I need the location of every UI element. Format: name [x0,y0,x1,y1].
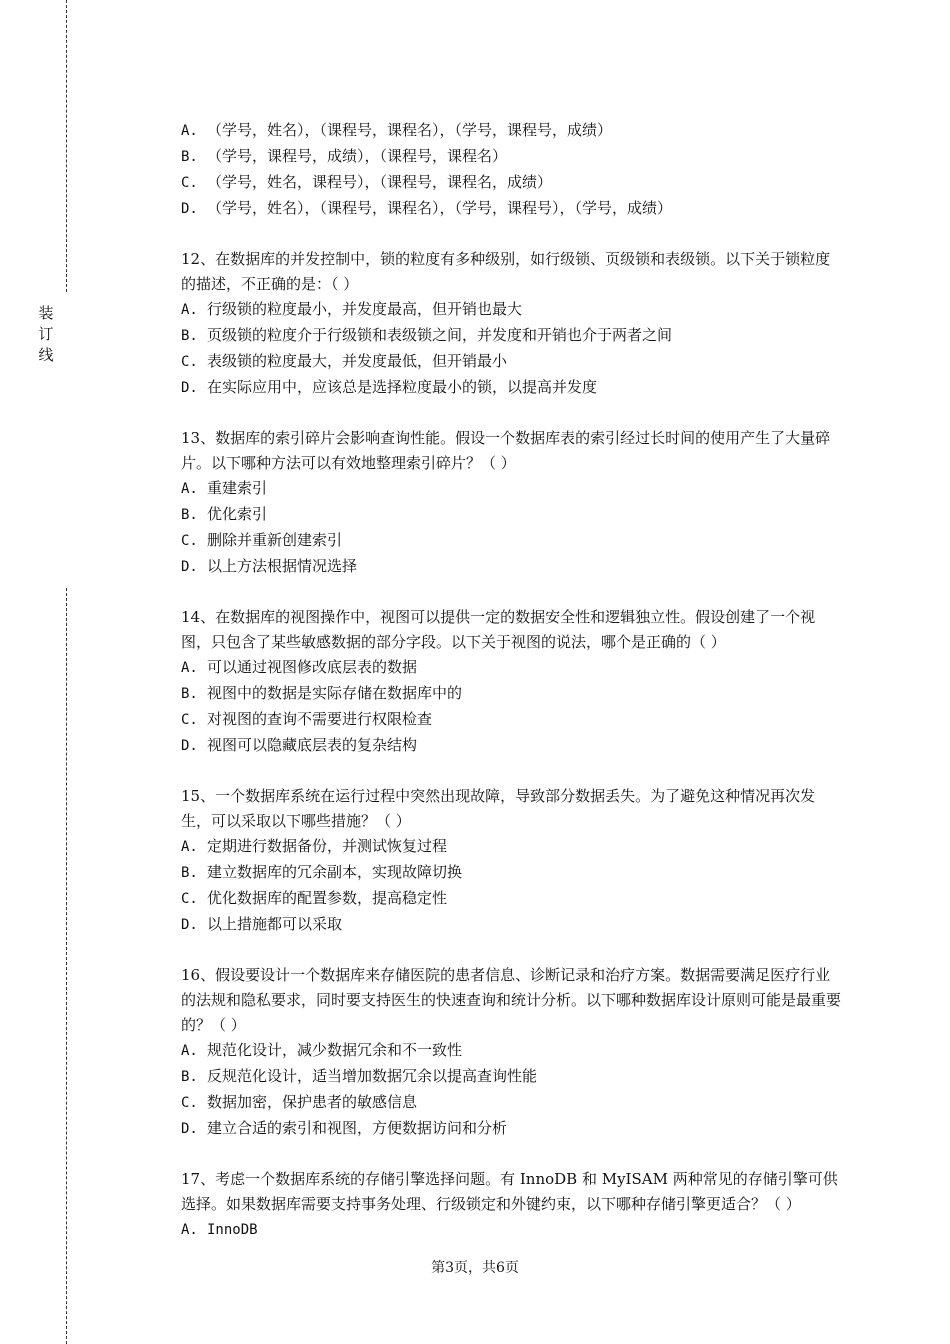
option-c: C. （学号，姓名，课程号），（课程号，课程名，成绩） [181,173,553,191]
binding-dashed-line-top [66,0,67,292]
question-14 [181,605,841,759]
option-b: B. 反规范化设计，适当增加数据冗余以提高查询性能 [181,1067,538,1085]
option-b: B. （学号，课程号，成绩），（课程号，课程名） [181,147,508,165]
option-b: B. 优化索引 [181,505,268,523]
option-c: C. 删除并重新创建索引 [181,531,343,549]
option-text: （学号，姓名），（课程号，课程名），（学号，课程号，成绩） [207,121,613,139]
option-a: A. 可以通过视图修改底层表的数据 [181,658,418,676]
option-b: B. 建立数据库的冗余副本，实现故障切换 [181,863,463,881]
option-a: A. InnoDB [181,1222,258,1238]
option-c: C. 优化数据库的配置参数，提高稳定性 [181,889,448,907]
option-d: D. 以上措施都可以采取 [181,915,343,933]
option-c: C. 数据加密，保护患者的敏感信息 [181,1093,418,1111]
option-text: 定期进行数据备份，并测试恢复过程 [207,837,448,855]
option-b: B. 页级锁的粒度介于行级锁和表级锁之间，并发度和开销也介于两者之间 [181,326,673,344]
binding-char: 装 [38,304,54,322]
option-text: 以上方法根据情况选择 [207,557,358,575]
question-17 [181,1167,841,1243]
option-b: B. 视图中的数据是实际存储在数据库中的 [181,684,463,702]
option-text: 视图中的数据是实际存储在数据库中的 [207,684,463,702]
option-d: D. 建立合适的索引和视图，方便数据访问和分析 [181,1119,508,1137]
option-text: 重建索引 [207,479,268,497]
binding-char: 线 [38,346,54,364]
option-text: InnoDB [207,1222,258,1238]
option-text: 表级锁的粒度最大，并发度最低，但开销最小 [207,352,508,370]
option-text: （学号，姓名），（课程号，课程名），（学号，课程号），（学号，成绩） [207,199,673,217]
binding-dashed-line-bottom [66,588,67,1344]
option-text: （学号，姓名，课程号），（课程号，课程名，成绩） [207,173,553,191]
option-a: A. 重建索引 [181,479,268,497]
option-d: D. （学号，姓名），（课程号，课程名），（学号，课程号），（学号，成绩） [181,199,673,217]
page-footer: 第3页，共6页 [431,1260,519,1276]
option-text: 优化索引 [207,505,268,523]
exam-content [181,118,841,1243]
option-text: 反规范化设计，适当增加数据冗余以提高查询性能 [207,1067,538,1085]
question-stem: 12、在数据库的并发控制中，锁的粒度有多种级别，如行级锁、页级锁和表级锁。以下关于锁粒度的描述，不正确的是：（ ） [181,250,831,293]
question-15 [181,784,841,938]
option-c: C. 表级锁的粒度最大，并发度最低，但开销最小 [181,352,508,370]
option-text: 规范化设计，减少数据冗余和不一致性 [207,1041,463,1059]
binding-char: 订 [38,325,54,343]
option-text: 视图可以隐藏底层表的复杂结构 [207,736,418,754]
question-stem: 16、假设要设计一个数据库来存储医院的患者信息、诊断记录和治疗方案。数据需要满足医疗行业的法规和隐私要求，同时要支持医生的快速查询和统计分析。以下哪种数据库设计原则可能是最重要的？（ ） [181,966,842,1034]
option-text: 以上措施都可以采取 [207,915,343,933]
question-stem: 13、数据库的索引碎片会影响查询性能。假设一个数据库表的索引经过长时间的使用产生了大量碎片。以下哪种方法可以有效地整理索引碎片？（ ） [181,429,831,472]
option-a: A. （学号，姓名），（课程号，课程名），（学号，课程号，成绩） [181,121,613,139]
option-text: 数据加密，保护患者的敏感信息 [207,1093,418,1111]
option-d: D. 在实际应用中，应该总是选择粒度最小的锁，以提高并发度 [181,378,598,396]
option-text: 优化数据库的配置参数，提高稳定性 [207,889,448,907]
option-text: 建立数据库的冗余副本，实现故障切换 [207,863,463,881]
option-text: （学号，课程号，成绩），（课程号，课程名） [207,147,508,165]
option-text: 在实际应用中，应该总是选择粒度最小的锁，以提高并发度 [207,378,598,396]
option-a: A. 定期进行数据备份，并测试恢复过程 [181,837,448,855]
question-13 [181,426,841,580]
option-c: C. 对视图的查询不需要进行权限检查 [181,710,433,728]
option-text: 页级锁的粒度介于行级锁和表级锁之间，并发度和开销也介于两者之间 [207,326,673,344]
binding-label [36,303,56,366]
question-12 [181,247,841,401]
option-text: 可以通过视图修改底层表的数据 [207,658,418,676]
option-text: 建立合适的索引和视图，方便数据访问和分析 [207,1119,508,1137]
option-a: A. 规范化设计，减少数据冗余和不一致性 [181,1041,463,1059]
option-text: 删除并重新创建索引 [207,531,343,549]
question-stem: 15、一个数据库系统在运行过程中突然出现故障，导致部分数据丢失。为了避免这种情况再次发生，可以采取以下哪些措施？（ ） [181,787,816,830]
option-a: A. 行级锁的粒度最小，并发度最高，但开销也最大 [181,300,523,318]
option-d: D. 以上方法根据情况选择 [181,557,358,575]
question-stem: 14、在数据库的视图操作中，视图可以提供一定的数据安全性和逻辑独立性。假设创建了一个视图，只包含了某些敏感数据的部分字段。以下关于视图的说法，哪个是正确的（ ） [181,608,816,651]
question-stem: 17、考虑一个数据库系统的存储引擎选择问题。有 InnoDB 和 MyISAM 两种常见的存储引擎可供选择。如果数据库需要支持事务处理、行级锁定和外键约束，以下哪种存储引擎更适合？（ ） [181,1170,838,1213]
question-16 [181,963,841,1142]
option-text: 行级锁的粒度最小，并发度最高，但开销也最大 [207,300,523,318]
option-d: D. 视图可以隐藏底层表的复杂结构 [181,736,418,754]
option-text: 对视图的查询不需要进行权限检查 [207,710,433,728]
prev-question-options [181,118,841,222]
